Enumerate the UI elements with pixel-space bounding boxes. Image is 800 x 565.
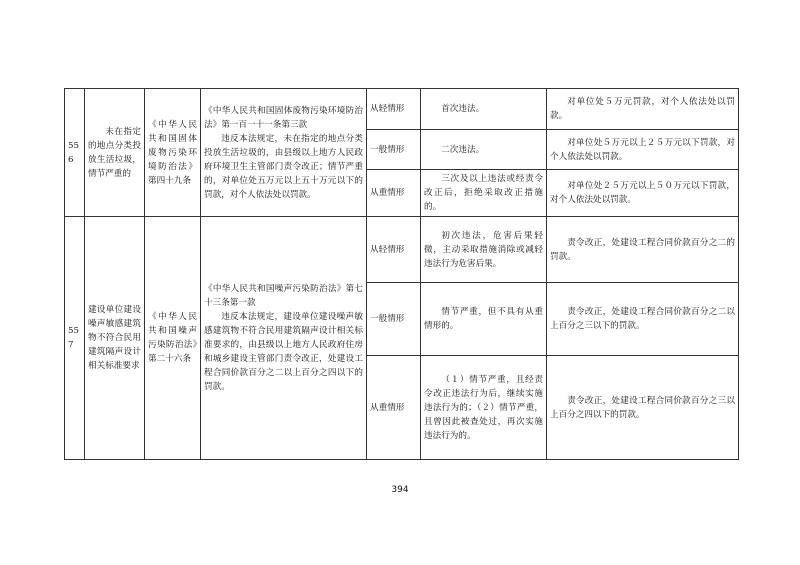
- circumstance-level: 一般情形: [367, 283, 421, 356]
- circumstance-description: 三次及以上违法或经责令改正后，拒绝采取改正措施的。: [421, 170, 547, 217]
- circumstance-level: 从重情形: [367, 356, 421, 460]
- table-row: [65, 217, 739, 283]
- penalty-basis: [201, 89, 367, 217]
- circumstance-description: （１）情节严重，且经责令改正违法行为后，继续实施违法行为的；（２）情节严重，且曾因此被查处过，再次实施违法行为的。: [421, 356, 547, 460]
- page-number: 394: [391, 485, 409, 495]
- penalty-basis-text: 违反本法规定，未在指定的地点分类投放生活垃圾的，由县级以上地方人民政府环境卫生主管部门责令改正；情节严重的，对单位处五万元以上五十万元以下的罚款，对个人依法处以罚款。: [204, 133, 363, 200]
- circumstance-level: 一般情形: [367, 130, 421, 170]
- legal-provision: 《中华人民共和国固体废物污染环境防治法》第四十九条: [145, 89, 201, 217]
- violation-behavior: 建设单位建设噪声敏感建筑物不符合民用建筑隔声设计相关标准要求: [85, 217, 145, 460]
- penalty-standard: 责令改正，处建设工程合同价款百分之三以上百分之四以下的罚款。: [547, 356, 739, 460]
- penalty-standard: 对单位处５万元罚款，对个人依法处以罚款。: [547, 89, 739, 130]
- penalty-basis-text: 违反本法规定，建设单位建设噪声敏感建筑物不符合民用建筑隔声设计相关标准要求的，由县级以上地方人民政府住房和城乡建设主管部门责令改正，处建设工程合同价款百分之二以上百分之四以下的罚款。: [204, 312, 363, 392]
- item-number: 556: [65, 89, 85, 217]
- penalty-standard: 责令改正，处建设工程合同价款百分之二以上百分之三以下的罚款。: [547, 283, 739, 356]
- legal-provision: 《中华人民共和国噪声污染防治法》第二十六条: [145, 217, 201, 460]
- circumstance-description: 首次违法。: [421, 89, 547, 130]
- penalty-basis-title: 《中华人民共和国固体废物污染环境防治法》第一百一十一条第三款: [204, 105, 363, 130]
- circumstance-description: 情节严重，但不具有从重情形的。: [421, 283, 547, 356]
- circumstance-level: 从轻情形: [367, 217, 421, 283]
- violation-behavior: 未在指定的地点分类投放生活垃圾，情节严重的: [85, 89, 145, 217]
- penalty-basis-title: 《中华人民共和国噪声污染防治法》第七十三条第一款: [204, 284, 363, 308]
- circumstance-level: 从轻情形: [367, 89, 421, 130]
- table-row: [65, 89, 739, 130]
- penalty-standard: 对单位处５万元以上２５万元以下罚款，对个人依法处以罚款。: [547, 130, 739, 170]
- penalty-basis: [201, 217, 367, 460]
- item-number: 557: [65, 217, 85, 460]
- circumstance-level: 从重情形: [367, 170, 421, 217]
- penalty-standard: 责令改正，处建设工程合同价款百分之二的罚款。: [547, 217, 739, 283]
- penalty-standard: 对单位处２５万元以上５０万元以下罚款，对个人依法处以罚款。: [547, 170, 739, 217]
- circumstance-description: 初次违法，危害后果轻微，主动采取措施消除或减轻违法行为危害后果。: [421, 217, 547, 283]
- circumstance-description: 二次违法。: [421, 130, 547, 170]
- penalty-standard-table: [64, 88, 739, 460]
